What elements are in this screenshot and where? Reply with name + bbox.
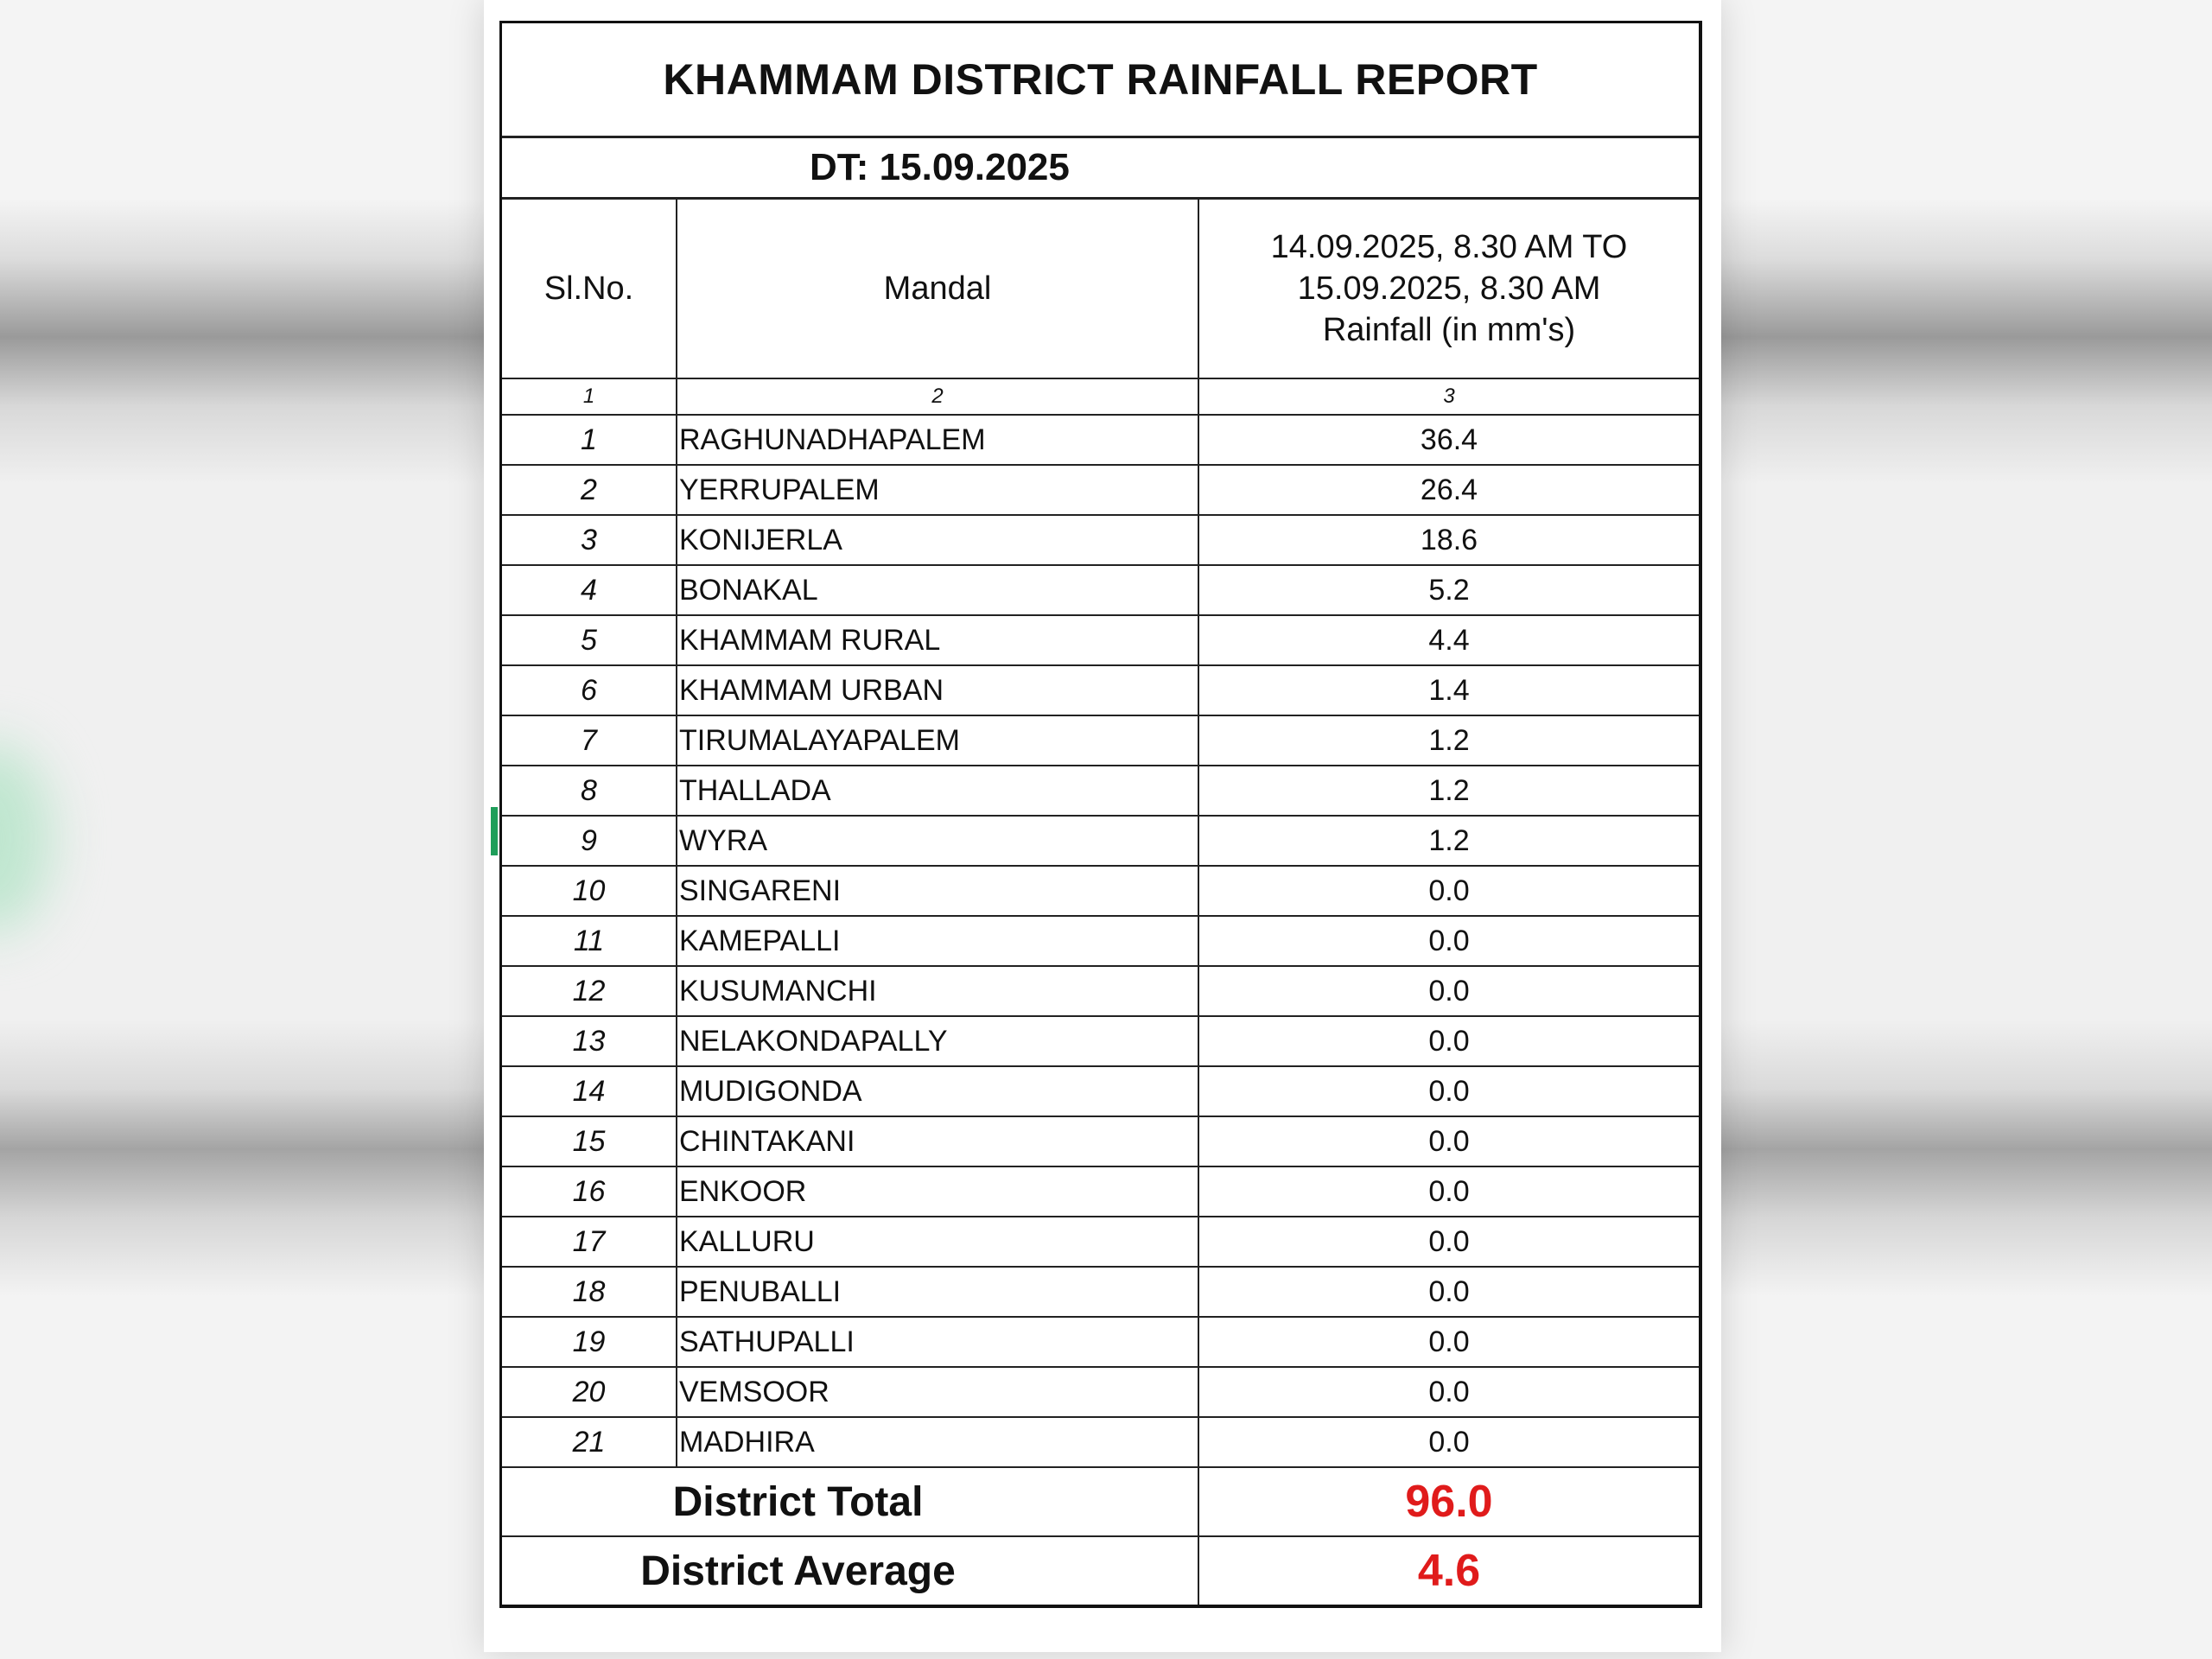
table-row: [502, 1367, 1699, 1417]
district-average-row: [502, 1536, 1699, 1605]
table-row: [502, 966, 1699, 1016]
rainfall-cell: 0.0: [1198, 1066, 1699, 1116]
mandal-cell: THALLADA: [677, 766, 1198, 816]
sl-no-cell: 1: [502, 415, 677, 465]
mandal-cell: KUSUMANCHI: [677, 966, 1198, 1016]
mandal-cell: MUDIGONDA: [677, 1066, 1198, 1116]
rainfall-cell: 0.0: [1198, 1116, 1699, 1166]
column-index: 3: [1198, 378, 1699, 415]
sl-no-cell: 18: [502, 1267, 677, 1317]
report-date: DT: 15.09.2025: [502, 138, 1699, 200]
table-row: [502, 1317, 1699, 1367]
header-mandal: Mandal: [677, 200, 1198, 378]
sl-no-cell: 15: [502, 1116, 677, 1166]
mandal-cell: PENUBALLI: [677, 1267, 1198, 1317]
column-index: 1: [502, 378, 677, 415]
table-row: [502, 866, 1699, 916]
rainfall-cell: 1.2: [1198, 766, 1699, 816]
mandal-cell: RAGHUNADHAPALEM: [677, 415, 1198, 465]
table-row: [502, 1217, 1699, 1267]
table-row: [502, 766, 1699, 816]
table-row: [502, 715, 1699, 766]
header-rainfall-line3: Rainfall (in mm's): [1322, 312, 1576, 348]
district-average-value: 4.6: [1198, 1536, 1699, 1605]
column-index: 2: [677, 378, 1198, 415]
table-row: [502, 415, 1699, 465]
sl-no-cell: 17: [502, 1217, 677, 1267]
sl-no-cell: 21: [502, 1417, 677, 1467]
sl-no-cell: 8: [502, 766, 677, 816]
table-row: [502, 1016, 1699, 1066]
table-row: [502, 565, 1699, 615]
mandal-cell: SATHUPALLI: [677, 1317, 1198, 1367]
sl-no-cell: 20: [502, 1367, 677, 1417]
district-total-row: [502, 1467, 1699, 1536]
rainfall-report: [499, 21, 1702, 1608]
mandal-cell: KALLURU: [677, 1217, 1198, 1267]
header-rainfall: [1198, 200, 1699, 378]
table-row: [502, 665, 1699, 715]
rainfall-cell: 0.0: [1198, 1417, 1699, 1467]
mandal-cell: WYRA: [677, 816, 1198, 866]
sl-no-cell: 13: [502, 1016, 677, 1066]
rainfall-cell: 4.4: [1198, 615, 1699, 665]
mandal-cell: KAMEPALLI: [677, 916, 1198, 966]
table-header-row: [502, 200, 1699, 378]
rainfall-cell: 1.4: [1198, 665, 1699, 715]
sl-no-cell: 2: [502, 465, 677, 515]
rainfall-cell: 1.2: [1198, 816, 1699, 866]
rainfall-cell: 0.0: [1198, 1267, 1699, 1317]
sl-no-cell: 11: [502, 916, 677, 966]
sl-no-cell: 5: [502, 615, 677, 665]
rainfall-cell: 5.2: [1198, 565, 1699, 615]
mandal-cell: CHINTAKANI: [677, 1116, 1198, 1166]
mandal-cell: SINGARENI: [677, 866, 1198, 916]
header-rainfall-line1: 14.09.2025, 8.30 AM TO: [1270, 229, 1628, 265]
rainfall-cell: 1.2: [1198, 715, 1699, 766]
rainfall-cell: 36.4: [1198, 415, 1699, 465]
rainfall-cell: 0.0: [1198, 1166, 1699, 1217]
selected-row-marker: [491, 807, 498, 855]
rainfall-cell: 18.6: [1198, 515, 1699, 565]
district-total-label: District Total: [502, 1467, 1198, 1536]
sl-no-cell: 6: [502, 665, 677, 715]
mandal-cell: KHAMMAM URBAN: [677, 665, 1198, 715]
sl-no-cell: 3: [502, 515, 677, 565]
rainfall-cell: 0.0: [1198, 1217, 1699, 1267]
table-body: [502, 415, 1699, 1467]
mandal-cell: VEMSOOR: [677, 1367, 1198, 1417]
table-row: [502, 1066, 1699, 1116]
rainfall-cell: 0.0: [1198, 1016, 1699, 1066]
column-index-row: [502, 378, 1699, 415]
table-row: [502, 515, 1699, 565]
mandal-cell: KHAMMAM RURAL: [677, 615, 1198, 665]
sl-no-cell: 10: [502, 866, 677, 916]
table-row: [502, 1116, 1699, 1166]
table-row: [502, 1417, 1699, 1467]
header-rainfall-line2: 15.09.2025, 8.30 AM: [1297, 270, 1601, 307]
mandal-cell: ENKOOR: [677, 1166, 1198, 1217]
rainfall-cell: 0.0: [1198, 1367, 1699, 1417]
table-row: [502, 916, 1699, 966]
mandal-cell: TIRUMALAYAPALEM: [677, 715, 1198, 766]
sl-no-cell: 7: [502, 715, 677, 766]
sl-no-cell: 16: [502, 1166, 677, 1217]
rainfall-cell: 0.0: [1198, 916, 1699, 966]
mandal-cell: NELAKONDAPALLY: [677, 1016, 1198, 1066]
header-sl-no: Sl.No.: [502, 200, 677, 378]
sl-no-cell: 19: [502, 1317, 677, 1367]
table-row: [502, 1166, 1699, 1217]
sl-no-cell: 9: [502, 816, 677, 866]
report-title: KHAMMAM DISTRICT RAINFALL REPORT: [502, 23, 1699, 138]
table-row: [502, 816, 1699, 866]
district-average-label: District Average: [502, 1536, 1198, 1605]
rainfall-cell: 0.0: [1198, 1317, 1699, 1367]
sl-no-cell: 12: [502, 966, 677, 1016]
mandal-cell: YERRUPALEM: [677, 465, 1198, 515]
sl-no-cell: 4: [502, 565, 677, 615]
rainfall-cell: 0.0: [1198, 866, 1699, 916]
mandal-cell: BONAKAL: [677, 565, 1198, 615]
rainfall-table: [502, 200, 1699, 1605]
district-total-value: 96.0: [1198, 1467, 1699, 1536]
sl-no-cell: 14: [502, 1066, 677, 1116]
mandal-cell: MADHIRA: [677, 1417, 1198, 1467]
table-row: [502, 1267, 1699, 1317]
rainfall-cell: 0.0: [1198, 966, 1699, 1016]
table-row: [502, 465, 1699, 515]
mandal-cell: KONIJERLA: [677, 515, 1198, 565]
rainfall-cell: 26.4: [1198, 465, 1699, 515]
table-row: [502, 615, 1699, 665]
